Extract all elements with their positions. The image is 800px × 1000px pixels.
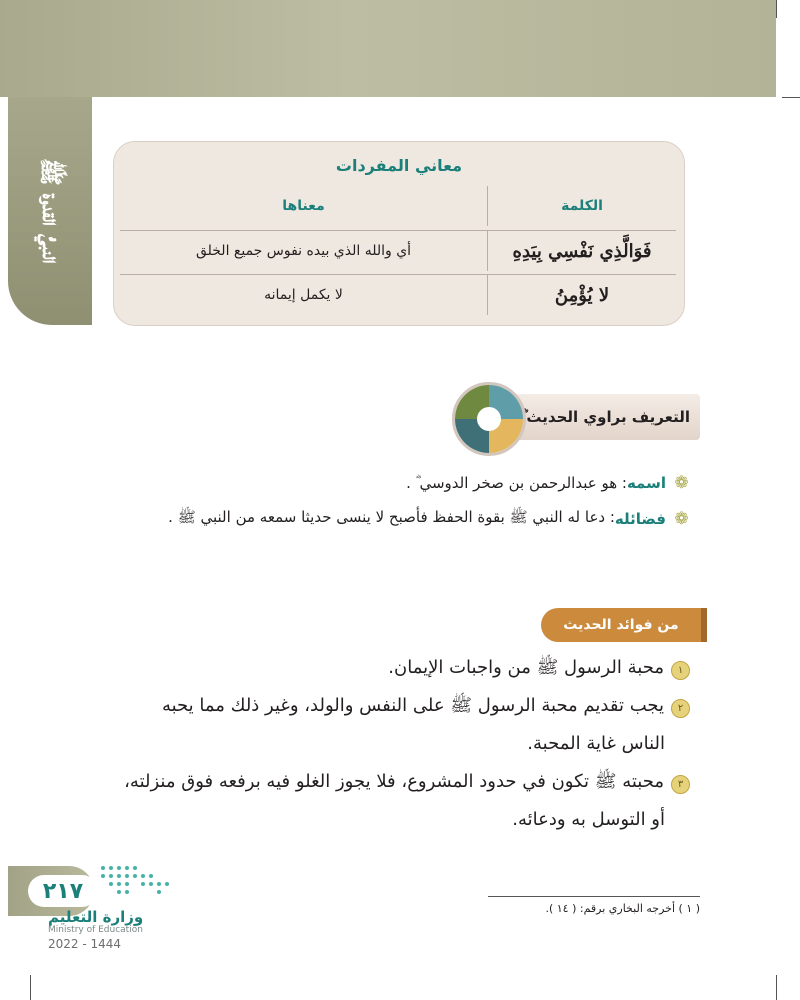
vocabulary-box [113,141,685,326]
item-text: : دعا له النبي ﷺ بقوة الحفظ فأصبح لا ينسى حديثا سمعه من النبي ﷺ . [168,508,615,526]
benefit-line: يجب تقديم محبة الرسول ﷺ على النفس والولد، وغير ذلك مما يحبه [161,695,664,716]
vocab-word: لا يُؤْمِنُ [487,275,676,315]
crop-mark [776,975,777,1000]
benefit-line-continued: أو التوسل به ودعائه. [512,809,665,830]
benefit-item [124,764,690,800]
table-row [120,274,676,315]
benefit-line: محبة الرسول ﷺ من واجبات الإيمان. [388,657,664,678]
benefit-item [388,650,690,686]
number-badge: ٣ [671,775,690,794]
column-header-meaning: معناها [282,198,325,214]
vocab-meaning: أي والله الذي بيده نفوس جميع الخلق [195,243,412,259]
number-badge: ٢ [671,699,690,718]
narrator-item [168,508,690,530]
crop-mark [30,975,31,1000]
vocabulary-table [120,186,676,316]
page-number: ٢١٧ [28,875,98,907]
ministry-name-arabic: وزارة التعليم [48,908,144,926]
year-label: 2022 - 1444 [48,937,122,951]
number-badge: ١ [671,661,690,680]
header-band [0,0,776,97]
item-text: : هو عبدالرحمن بن صخر الدوسي ؓ . [406,474,627,492]
crop-mark [776,0,777,18]
vocab-meaning: لا يكمل إيمانه [264,287,343,303]
benefit-line-continued: الناس غاية المحبة. [527,733,665,754]
item-label: فضائله [614,510,666,528]
narrator-title: التعريف براوي الحديث ؓ [522,408,690,426]
vocab-word: فَوَالَّذِي نَفْسِي بِيَدِهِ [487,231,676,271]
quadrant-disc-icon [452,382,526,456]
narrator-item [406,474,690,492]
benefit-line: محبته ﷺ تكون في حدود المشروع، فلا يجوز الغلو فيه برفعه فوق منزلته، [124,771,664,792]
flower-ornament-icon: ❁ [674,508,689,529]
benefits-banner [541,608,701,642]
benefit-item [162,688,690,724]
flower-ornament-icon: ❁ [674,472,689,493]
benefits-title: من فوائد الحديث [563,617,679,633]
footnote-rule [488,896,700,897]
ministry-name-english: Ministry of Education [48,925,143,935]
column-header-word: الكلمة [487,186,676,226]
footnote: ( ١ ) أخرجه البخاري برقم: ( ١٤ ). [545,902,700,915]
side-title: النبيُّ القدوة ﷺ [37,158,64,264]
vocabulary-title: معاني المفردات [335,156,463,175]
table-row [120,230,676,271]
crop-mark [782,97,800,98]
ministry-logo-dots-icon [95,860,175,900]
table-header-row [120,186,676,226]
narrator-banner [452,382,700,456]
item-label: اسمه [626,474,666,492]
